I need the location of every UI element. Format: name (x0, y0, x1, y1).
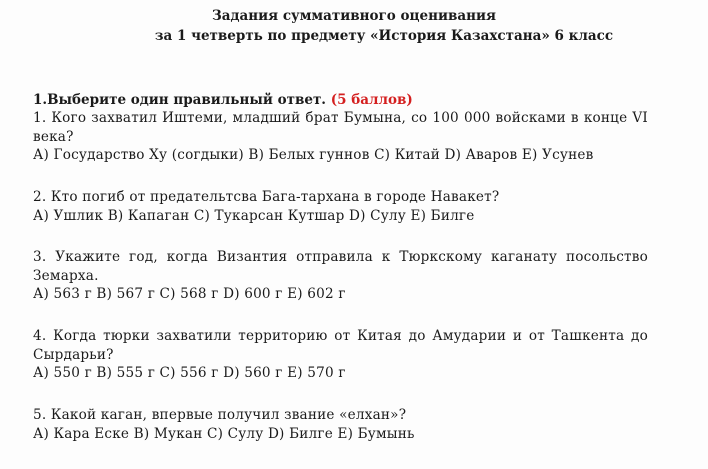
question-2 (33, 188, 648, 225)
header-subtitle: за 1 четверть по предмету «История Казахстана» 6 класс (154, 28, 614, 44)
answer-options: А) Государство Ху (согдыки) В) Белых гуннов С) Китай D) Аваров Е) Усунев (33, 147, 594, 163)
question-1 (33, 109, 648, 165)
answer-options: А) 550 г В) 555 г С) 556 г D) 560 г Е) 570 г (33, 365, 346, 381)
question-5 (33, 406, 648, 443)
question-text: 3. Укажите год, когда Византия отправила к Тюркскому каганату посольство Земарха. (33, 249, 648, 284)
question-text: 5. Какой каган, впервые получил звание «елхан»? (33, 407, 407, 423)
answer-options: А) Кара Еске В) Мукан С) Сулу D) Билге Е) Бумынь (33, 425, 415, 442)
question-3 (33, 248, 648, 304)
task-instruction: 1.Выберите один правильный ответ. (33, 92, 327, 108)
question-text: 4. Когда тюрки захватили территорию от Китая до Амударии и от Ташкента до Сырдарьи? (33, 328, 648, 363)
task-heading (33, 90, 413, 110)
answer-options: А) 563 г В) 567 г С) 568 г D) 600 г Е) 602 г (33, 286, 346, 302)
question-text: 2. Кто погиб от предательтсва Бага-тархана в городе Навакет? (33, 189, 500, 205)
answer-options: А) Ушлик В) Капаган С) Тукарсан Кутшар D) Сулу Е) Билге (33, 207, 475, 224)
task-points: (5 баллов) (330, 92, 413, 108)
header-title: Задания суммативного оценивания (212, 8, 496, 24)
question-4 (33, 327, 648, 383)
question-text: 1. Кого захватил Иштеми, младший брат Бумына, со 100 000 войсками в конце VI века? (33, 110, 648, 145)
